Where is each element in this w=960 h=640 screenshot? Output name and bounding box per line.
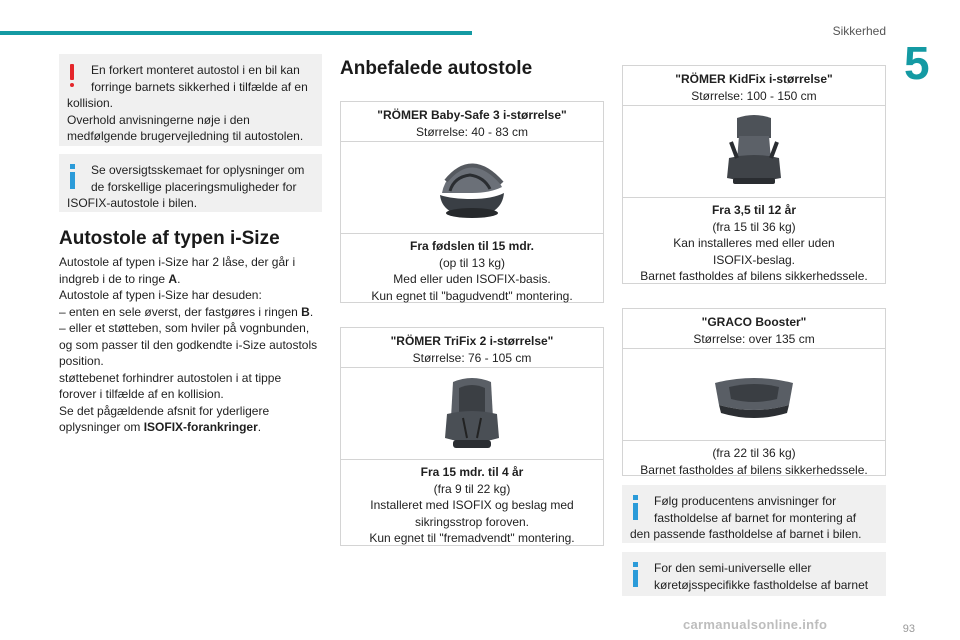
info-line-3: den passende fastholdelse af barnet i bilen. [630,527,862,541]
isize-line: Autostole af typen i-Size har 2 låse, der går i [59,255,296,269]
seat-size: Størrelse: 40 - 83 cm [415,124,529,139]
warning-line-4: Overhold anvisningerne nøje i den [67,112,250,127]
seat-detail: Barnet fastholdes af bilens sikkerhedssele. [640,269,868,283]
seat-card-graco [622,308,886,476]
seat-detail: (fra 22 til 36 kg) [712,446,796,460]
toddler-seat-icon [437,374,507,454]
info-icon [632,562,640,588]
seat-detail: (op til 13 kg) [438,255,506,270]
seat-detail: sikringsstrop foroven. [414,514,530,529]
seat-image [341,368,603,460]
seat-image [623,106,885,198]
info-icon [69,164,77,190]
ring-a-label: A [168,271,178,286]
info-line-1: Se oversigtsskemaet for oplysninger om [91,163,305,177]
info-line-2: de forskellige placeringsmuligheder for [91,179,297,194]
seat-size: Størrelse: 76 - 105 cm [412,350,532,365]
info-note-producer [622,485,886,543]
seat-name: "RÖMER Baby-Safe 3 i-størrelse" [377,108,567,122]
header-accent-bar [0,31,472,35]
seat-age: Fra fødslen til 15 mdr. [409,239,535,253]
seat-card-trifix [340,327,604,546]
isofix-link[interactable]: ISOFIX-forankringer [143,420,258,434]
info-line-2: køretøjsspecifikke fastholdelse af barnet [654,577,869,592]
seat-detail: Installeret med ISOFIX og beslag med [370,498,574,512]
info-line-1: Følg producentens anvisninger for [654,494,837,508]
seat-age: Fra 3,5 til 12 år [711,203,797,217]
watermark: carmanualsonline.info [683,617,828,632]
isize-line: oplysninger om ISOFIX-forankringer. [59,420,262,434]
seat-detail: Barnet fastholdes af bilens sikkerhedssele. [640,462,868,477]
chapter-number: 5 [904,37,930,89]
isize-line: og som passer til den godkendte i-Size autostols [59,337,318,352]
seat-detail: Kan installeres med eller uden [673,236,835,250]
isize-line: position. [59,354,104,368]
seat-image [341,142,603,234]
seat-size: Størrelse: 100 - 150 cm [691,88,817,103]
seat-detail: Kun egnet til "bagudvendt" montering. [371,288,573,303]
seat-detail: Kun egnet til "fremadvendt" montering. [369,531,575,545]
info-note [59,154,322,212]
seat-detail: (fra 9 til 22 kg) [433,481,511,496]
seat-name: "RÖMER KidFix i-størrelse" [675,72,833,86]
isize-line: Autostole af typen i-Size har desuden: [59,288,262,302]
isize-line: Se det pågældende afsnit for yderligere [59,403,270,418]
isize-line: – eller et støtteben, som hviler på vognbunden, [59,321,310,335]
info-line-2: fastholdelse af barnet for montering af [654,510,857,525]
isize-line: forover i tilfælde af en kollision. [59,387,224,401]
ring-b-label: B [301,304,310,319]
warning-line-3: kollision. [67,96,114,110]
seat-size: Størrelse: over 135 cm [693,331,815,346]
page-number: 93 [902,623,915,635]
isize-line: indgreb i de to ringe A. [59,271,181,286]
info-icon [632,495,640,521]
seat-name: "RÖMER TriFix 2 i-størrelse" [390,334,554,348]
isize-line: – enten en sele øverst, der fastgøres i ringen B. [59,304,314,319]
seat-detail: Med eller uden ISOFIX-basis. [393,272,551,286]
isize-heading: Autostole af typen i-Size [59,228,280,249]
warning-exclamation-icon [69,64,75,88]
warning-line-5: medfølgende brugervejledning til autostolen. [67,129,304,143]
seat-detail: (fra 15 til 36 kg) [712,219,796,234]
infant-carrier-icon [432,153,512,223]
recommended-heading: Anbefalede autostole [340,58,533,79]
seat-image [623,349,885,441]
seat-name: "GRACO Booster" [701,315,807,329]
info-line-1: For den semi-universelle eller [654,561,812,575]
isize-line: støttebenet forhindrer autostolen i at tippe [59,370,282,385]
warning-line-2: forringe barnets sikkerhed i tilfælde af en [91,79,308,94]
warning-line-1: En forkert monteret autostol i en bil kan [91,63,300,77]
warning-note [59,54,322,146]
info-note-semi-universal [622,552,886,596]
info-line-3: ISOFIX-autostole i bilen. [67,196,198,210]
seat-card-kidfix [622,65,886,284]
section-title: Sikkerhed [832,24,886,38]
seat-age: Fra 15 mdr. til 4 år [420,465,524,479]
isize-body [59,254,325,436]
booster-cushion-icon [709,365,799,425]
high-back-booster-icon [719,112,789,192]
seat-card-babysafe [340,101,604,303]
seat-detail: ISOFIX-beslag. [712,252,796,267]
